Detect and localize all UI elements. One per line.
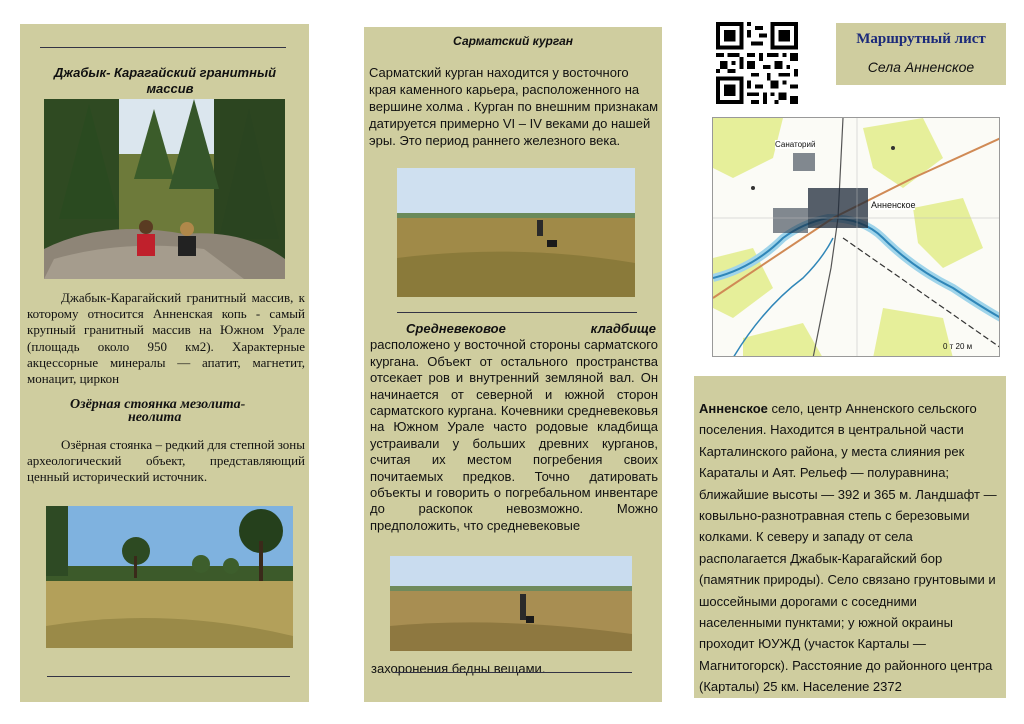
divider (394, 672, 632, 673)
text-lake-site: Озёрная стоянка – редкий для степной зоны археологический объект, представляющий ценный исторический источник. (27, 437, 305, 485)
divider (40, 47, 286, 48)
title-route-sheet: Маршрутный лист (856, 31, 986, 47)
photo-lake-site (46, 506, 293, 648)
photo-granite-massif (44, 99, 285, 279)
subtitle-village: Села Анненское (867, 59, 975, 75)
qr-code-icon (716, 22, 798, 104)
heading-granite-line1: Джабык- Карагайский гранитный (53, 65, 277, 80)
heading-granite-line2: массив (146, 81, 194, 96)
heading-lake-site-line1: Озёрная стоянка мезолита- (70, 397, 246, 412)
heading-granite (30, 65, 300, 97)
village-name-bold: Анненское (699, 401, 768, 416)
divider (397, 312, 637, 313)
map-label-scale: 0 т 20 м (943, 342, 973, 351)
heading-lake-site-line2: неолита (128, 410, 182, 425)
map-label-sanatorium: Санаторий (775, 140, 816, 149)
village-map (712, 117, 1000, 357)
divider (47, 676, 290, 677)
text-granite: Джабык-Карагайский гранитный массив, к которому относится Анненская копь - самый крупный гранитный массив на Южном Урале (площадь около 950 км2). Характерные акцессорные минералы — апатит, магнетит, монацит, циркон (27, 290, 305, 387)
photo-medieval-cemetery (390, 556, 632, 651)
text-medieval-cemetery (370, 321, 658, 534)
heading-medieval-cemetery: Средневековое кладбище (406, 321, 656, 336)
text-village-info (699, 398, 1001, 698)
text-medieval-cemetery-end: захоронения бедны вещами. (371, 661, 546, 676)
text-medieval-cemetery-body: расположено у восточной стороны сарматского кургана. Объект от остального пространства отсекает ров и внутренний земляной вал. Он начинается от северной и южной сторон сарматского кургана. Кочевники средневековья на Южном Урале часто родовые кладбища устраивали у больших древних курганов, считая их местом погребения своих почитаемых предков. Точно датировать объекты и говорить о погребальном инвентаре до раскопок невозможно. Можно предположить, что средневековые (370, 337, 658, 533)
village-info-body: село, центр Анненского сельского поселения. Находится в центральной части Карталинского района, у места слияния рек Караталы и Аят. Рельеф — полуравнина; ближайшие высоты — 392 и 365 м. Ландшафт — ковыльно-разнотравная степь с березовыми колками. К северу и западу от села располагается Джабык-Карагайский бор (памятник природы). Село связано грунтовыми и шоссейными дорогами с соседними населенными пунктами; у южной окраины проходит ЮУЖД (участок Карталы — Магнитогорск). Расстояние до районного центра (Карталы) 25 км. Население 2372 (699, 401, 997, 695)
heading-lake-site (70, 398, 295, 424)
photo-sarmatian-kurgan (397, 168, 635, 297)
text-sarmatian-kurgan: Сарматский курган находится у восточного края каменного карьера, расположенного на вершине холма . Курган по внешним признакам датируется примерно VI – IV веками до нашей эры. Это период раннего железного века. (369, 65, 659, 148)
heading-sarmatian-kurgan: Сарматский курган (452, 34, 574, 48)
map-label-village: Анненское (871, 200, 916, 210)
